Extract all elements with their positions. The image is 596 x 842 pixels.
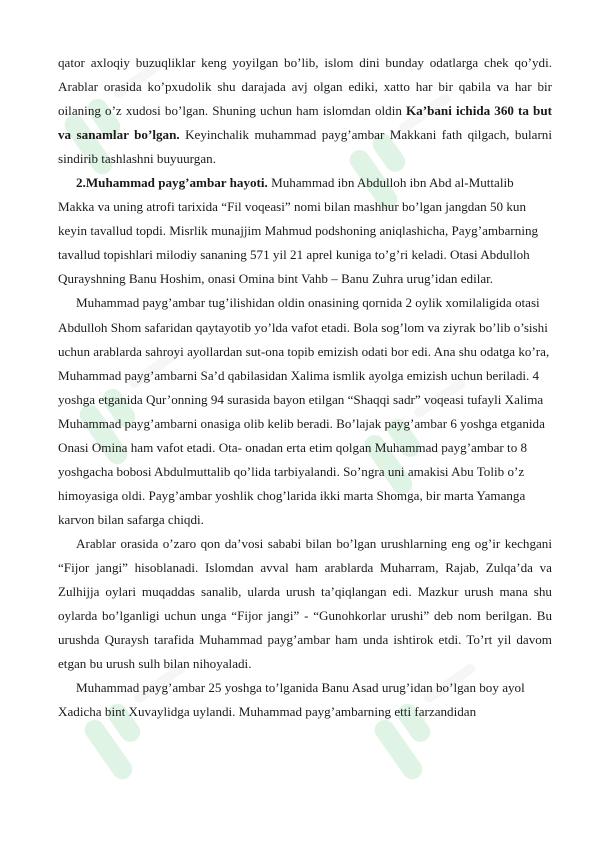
watermark-mark-green	[81, 716, 136, 783]
text-line	[76, 536, 500, 551]
paragraph-marriage	[58, 676, 552, 724]
text-line	[58, 199, 503, 214]
paragraph-fijor-war	[58, 532, 552, 676]
text-run: ayolga emizish uchun beriladi. 4 yoshga etganida Qur’onning 94 surasida bayon etilgan	[58, 367, 540, 407]
document-body	[58, 51, 552, 724]
bold-text-run: 360 ta but va sanamlar bo’lgan.	[58, 103, 552, 143]
text-run: kechgani “Fijor jangi” hisoblanadi. Islomdan avval ham arablarda Muharram, Rajab,	[58, 535, 552, 575]
bold-text-run: 2.Muhammad payg’ambar hayoti.	[76, 175, 268, 191]
text-run: kun keyin tavallud topdi. Misrlik munajjim Mahmud podshoning aniqlashicha,	[58, 199, 527, 239]
text-run: bo’lib o’sishi uchun arablarda sahroyi ayollardan sut-ona topib emizish odati bor edi.	[58, 319, 548, 359]
text-run: Muhammad payg’ambar 25 yoshga to’lganida Banu Asad urug’idan bo’lgan boy	[76, 680, 499, 696]
text-run: keladi. Otasi Abdulloh Qurayshning Banu Hoshim, onasi Omina bint Vahb – Banu	[58, 247, 530, 287]
text-run: beradi. Bo’lajak payg’ambar 6 yoshga etganida Onasi Omina ham vafot etadi. Ota-	[58, 415, 545, 455]
text-run: Payg’ambarning tavallud topishlari milodiy sananing 571 yil 21 aprel kuniga to’g’ri	[58, 223, 539, 263]
text-run: urush mana shu oylarda bo’lganligi uchun unga “Fijor jangi” - “Gunohkorlar urushi”	[58, 584, 552, 624]
text-run: Muhammad payg’ambar tug’ilishidan oldin onasining qornida 2 oylik xomilaligida	[76, 295, 512, 311]
text-run: Keyinchalik muhammad payg’ambar Makkani fath	[179, 127, 463, 143]
text-run: ishtirok etdi. To’rt yil davom etgan bu urush sulh bilan nihoyaladi.	[58, 632, 552, 672]
text-run: “Shaqqi sadr” voqeasi tufayli Xalima Muhammad payg’ambarni onasiga olib kelib	[58, 391, 544, 431]
text-line	[76, 175, 514, 190]
text-run: Muhammad ibn Abdulloh ibn Abd al-Muttalib	[267, 175, 514, 191]
paragraph-prophet-biography	[58, 171, 552, 291]
text-run: onadan erta etim qolgan Muhammad payg’ambar to 8 yoshgacha bobosi Abdulmuttalib	[58, 439, 528, 479]
text-run: deb nom berilgan. Bu urushda Quraysh tarafida Muhammad payg’ambar ham unda	[58, 608, 552, 648]
paragraph-prophet-childhood	[58, 291, 552, 531]
text-line	[372, 271, 493, 286]
text-run: Arablar orasida o’zaro qon da’vosi sababi bilan bo’lgan urushlarning eng og’ir	[76, 535, 501, 551]
text-run: qo’ydi. Arablar orasida ko’pxudolik shu darajada avj olgan ediki, xatto har bir qabila va	[58, 55, 552, 95]
text-run: qator axloqiy buzuqliklar keng yoyilgan bo’lib, islom dini bunday odatlarga chek	[58, 55, 509, 70]
watermark-mark-green	[371, 716, 426, 783]
text-run: qo’lida tarbiyalandi. So’ngra uni amakisi Abu Tolib o’z himoyasiga oldi. Payg’ambar	[58, 463, 525, 503]
paragraph-arab-customs	[58, 51, 552, 171]
text-run: Makka va uning atrofi tarixida “Fil voqeasi” nomi bilan mashhur bo’lgan jangdan 50	[58, 199, 504, 215]
bold-text-run: Ka’bani ichida	[406, 103, 491, 119]
text-line	[76, 295, 512, 310]
text-run: Zuhra urug’idan edilar.	[372, 271, 494, 287]
text-run: yoshlik chog’larida ikki marta Shomga, bir marta Yamanga karvon bilan safarga chiqdi.	[58, 487, 526, 527]
text-run: Zulqa’da va Zulhijja oylari muqaddas sanalib, ularda urush ta’qiqlangan edi. Mazkur	[58, 559, 552, 600]
text-run: qilgach, bularni sindirib tashlashni buyuurgan.	[58, 127, 552, 167]
text-run: har bir oilaning o’z xudosi bo’lgan. Shuning uchun ham islomdan oldin	[58, 79, 552, 119]
text-line	[58, 55, 509, 70]
text-run: Ana shu odatga ko’ra, Muhammad payg’ambarni Sa’d qabilasidan Xalima ismlik	[58, 343, 550, 383]
text-run: otasi Abdulloh Shom safaridan qaytayotib yo’lda vafot etadi. Bola sog’lom va ziyrak	[58, 295, 540, 335]
text-line	[76, 680, 499, 695]
text-run: ayol Xadicha bint Xuvaylidga uylandi. Muhammad payg’ambarning etti farzandidan	[58, 680, 525, 720]
